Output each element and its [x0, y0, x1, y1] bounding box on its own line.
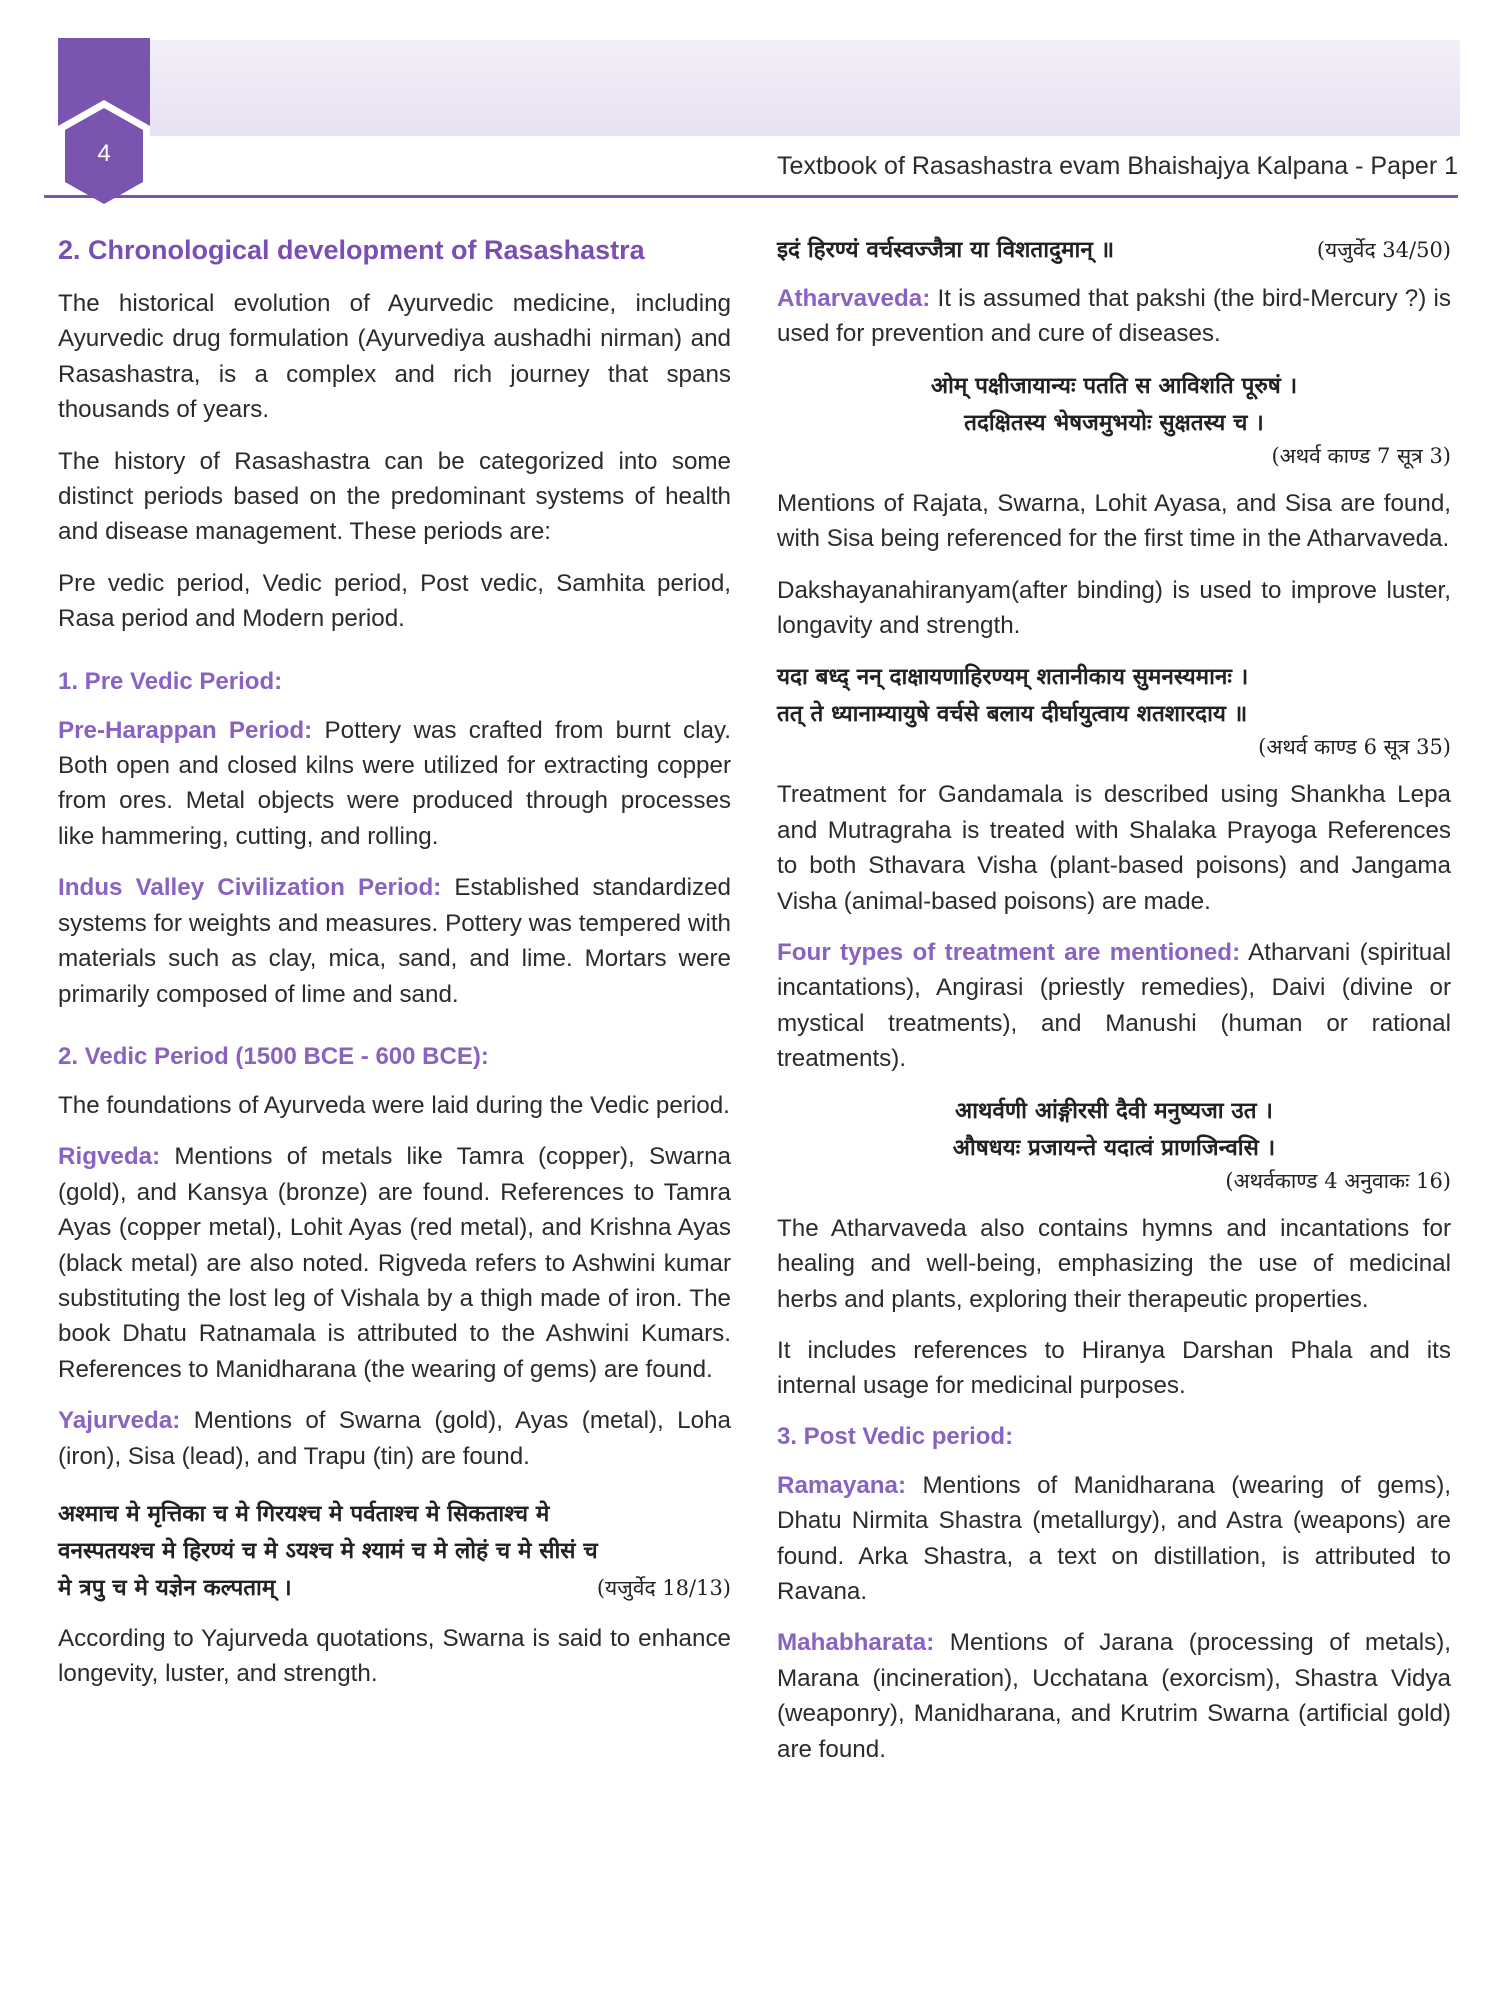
paragraph-rigveda: [58, 1139, 731, 1387]
verse-text: मे त्रपु च मे यज्ञेन कल्पताम् ।: [58, 1574, 292, 1601]
paragraph-four-types: [777, 935, 1451, 1077]
paragraph: The Atharvaveda also contains hymns and incantations for healing and well-being, emphasizing the use of medicinal herbs and plants, exploring their therapeutic properties.: [777, 1214, 1451, 1313]
term-label: Atharvaveda:: [777, 285, 931, 312]
term-label: Ramayana:: [777, 1471, 907, 1499]
sanskrit-verse-line: तदक्षितस्य भेषजमुभयोः सुक्षतस्य च ।: [964, 409, 1264, 436]
running-title: Textbook of Rasashastra evam Bhaishajya Kalpana - Paper 1: [777, 152, 1458, 180]
term-text: Atharvani (spiritual incantations), Angirasi (priestly remedies), Daivi (divine or mystical treatments), and Manushi (human or rational treatments).: [777, 939, 1451, 1073]
subheading-post-vedic: 3. Post Vedic period:: [777, 1422, 1014, 1450]
paragraph-indus: [58, 870, 731, 1012]
sanskrit-verse-line: [58, 1570, 731, 1607]
term-text: Mentions of Jarana (processing of metals), Marana (incineration), Ucchatana (exorcism), Shastra Vidya (weaponry), Manidharana, and Krutrim Swarna (artificial gold) are found.: [777, 1629, 1451, 1763]
term-text: Mentions of metals like Tamra (copper), Swarna (gold), and Kansya (bronze) are found. References to Tamra Ayas (copper metal), Lohit Ayas (red metal), and Krishna Ayas (black metal) are also noted. Rigveda refers to Ashwini kumar substituting the lost leg of Vishala by a thigh made of iron. The book Dhatu Ratnamala is attributed to the Ashwini Kumars. References to Manidharana (the wearing of gems) are found.: [58, 1143, 731, 1383]
term-label: Pre-Harappan Period:: [58, 716, 313, 744]
right-column: [777, 232, 1451, 1783]
section-heading: 2. Chronological development of Rasashastra: [58, 235, 645, 265]
verse-text: इदं हिरण्यं वर्चस्वज्जैत्रा या विशतादुमान् ॥: [777, 237, 1115, 263]
sanskrit-verse-line: यदा बध्द् नन् दाक्षायणाहिरण्यम् शतानीकाय सुमनस्यमानः ।: [777, 664, 1249, 691]
subheading-vedic: 2. Vedic Period (1500 BCE - 600 BCE):: [58, 1042, 489, 1070]
header-band: [150, 40, 1460, 136]
paragraph: It includes references to Hiranya Darshan Phala and its internal usage for medicinal purposes.: [777, 1336, 1451, 1400]
sanskrit-verse-line: [777, 232, 1451, 269]
sanskrit-verse-line: आथर्वणी आंङ्गीरसी दैवी मनुष्यजा उत ।: [955, 1097, 1273, 1124]
verse-reference: (अथर्व काण्ड 7 सूत्र 3): [1271, 443, 1451, 468]
term-label: Four types of treatment are mentioned:: [777, 939, 1241, 967]
term-text: Established standardized systems for weights and measures. Pottery was tempered with materials such as clay, mica, sand, and lime. Mortars were primarily composed of lime and sand.: [58, 874, 731, 1008]
paragraph-mahabharata: [777, 1625, 1451, 1767]
paragraph-ramayana: [777, 1468, 1451, 1610]
paragraph-pre-harappan: [58, 713, 731, 855]
term-label: Rigveda:: [58, 1143, 161, 1171]
sanskrit-verse-line: ओम् पक्षीजायान्यः पतति स आविशति पूरुषं ।: [930, 372, 1298, 399]
term-text: Mentions of Swarna (gold), Ayas (metal), Loha (iron), Sisa (lead), and Trapu (tin) are found.: [58, 1407, 731, 1470]
verse-reference: (यजुर्वेद 18/13): [596, 1575, 731, 1600]
paragraph: Dakshayanahiranyam(after binding) is used to improve luster, longavity and strength.: [777, 576, 1451, 640]
paragraph: Treatment for Gandamala is described using Shankha Lepa and Mutragraha is treated with Shalaka Prayoga References to both Sthavara Visha (plant-based poisons) and Jangama Visha (animal-based poisons) are made.: [777, 781, 1451, 915]
paragraph: The history of Rasashastra can be categorized into some distinct periods based on the predominant systems of health and disease management. These periods are:: [58, 447, 731, 546]
sanskrit-verse-line: अश्माच मे मृत्तिका च मे गिरयश्च मे पर्वताश्च मे सिकताश्च मे: [58, 1500, 550, 1527]
paragraph-atharvaveda: [777, 281, 1451, 352]
paragraph-yajurveda: [58, 1403, 731, 1474]
term-label: Indus Valley Civilization Period:: [58, 874, 442, 902]
paragraph: The historical evolution of Ayurvedic medicine, including Ayurvedic drug formulation (Ayurvediya aushadhi nirman) and Rasashastra, is a complex and rich journey that spans thousands of years.: [58, 290, 731, 424]
verse-reference: (अथर्व काण्ड 6 सूत्र 35): [1258, 735, 1451, 760]
term-text: It is assumed that pakshi (the bird-Mercury ?) is used for prevention and cure of diseases.: [777, 285, 1451, 348]
term-text: Pottery was crafted from burnt clay. Both open and closed kilns were utilized for extracting copper from ores. Metal objects were produced through processes like hammering, cutting, and rolling.: [58, 716, 731, 850]
subheading-pre-vedic: 1. Pre Vedic Period:: [58, 667, 283, 695]
sanskrit-verse-line: वनस्पतयश्च मे हिरण्यं च मे ऽयश्च मे श्यामं च मे लोहं च मे सीसं च: [58, 1537, 598, 1564]
term-text: Mentions of Manidharana (wearing of gems), Dhatu Nirmita Shastra (metallurgy), and Astra (weapons) are found. Arka Shastra, a text on distillation, is attributed to Ravana.: [777, 1471, 1451, 1605]
sanskrit-verse-line: तत् ते ध्यानाम्यायुषे वर्चसे बलाय दीर्घायुत्वाय शतशारदाय ॥: [777, 701, 1248, 728]
verse-reference: (अथर्वकाण्ड 4 अनुवाकः 16): [1225, 1168, 1451, 1193]
page-number: 4: [97, 140, 111, 167]
term-label: Mahabharata:: [777, 1629, 935, 1657]
left-column: [58, 232, 731, 1708]
verse-reference: (यजुर्वेद 34/50): [1316, 238, 1451, 262]
header-rule: [44, 195, 1458, 198]
term-label: Yajurveda:: [58, 1407, 181, 1435]
paragraph: Mentions of Rajata, Swarna, Lohit Ayasa, and Sisa are found, with Sisa being referenced for the first time in the Atharvaveda.: [777, 489, 1451, 553]
paragraph: The foundations of Ayurveda were laid during the Vedic period.: [58, 1091, 730, 1119]
paragraph: According to Yajurveda quotations, Swarna is said to enhance longevity, luster, and strength.: [58, 1624, 731, 1688]
paragraph: Pre vedic period, Vedic period, Post vedic, Samhita period, Rasa period and Modern period.: [58, 569, 731, 633]
sanskrit-verse-line: औषधयः प्रजायन्ते यदात्वं प्राणजिन्वसि ।: [952, 1134, 1276, 1161]
